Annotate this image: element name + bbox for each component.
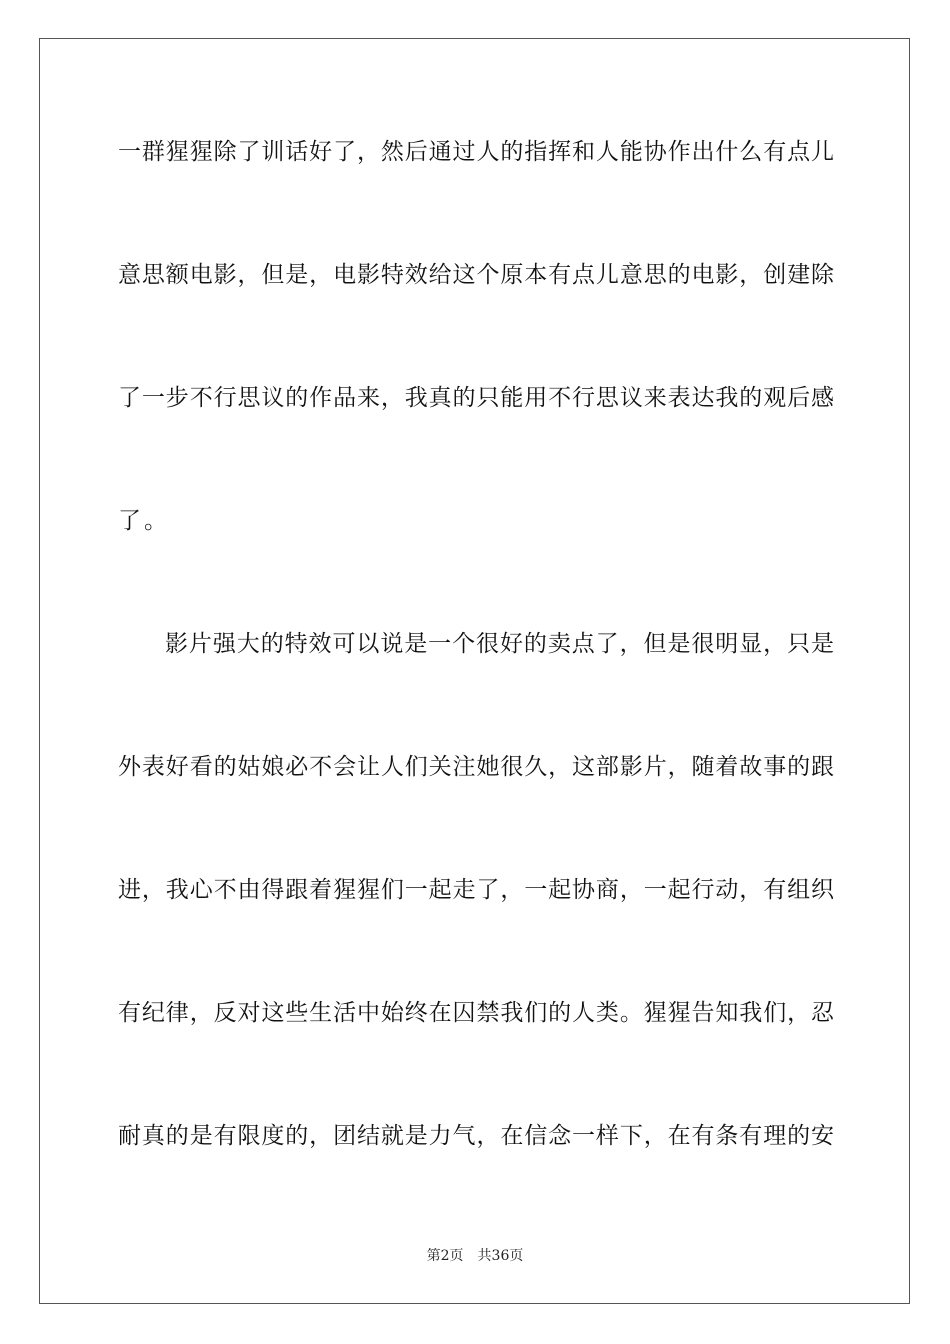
paragraph-line: 意思额电影，但是，电影特效给这个原本有点儿意思的电影，创建除 — [118, 262, 834, 288]
page-number: 第2页 — [426, 1248, 464, 1264]
paragraph-line: 了。 — [118, 508, 170, 534]
page-total: 共36页 — [477, 1248, 524, 1264]
paragraph-line: 外表好看的姑娘必不会让人们关注她很久，这部影片，随着故事的跟 — [118, 754, 834, 780]
paragraph-line: 了一步不行思议的作品来，我真的只能用不行思议来表达我的观后感 — [118, 385, 834, 411]
page-footer — [0, 1247, 950, 1265]
paragraph-line: 进，我心不由得跟着猩猩们一起走了，一起协商，一起行动，有组织 — [118, 877, 834, 903]
page-border — [39, 38, 910, 1304]
paragraph-line: 一群猩猩除了训话好了，然后通过人的指挥和人能协作出什么有点儿 — [118, 139, 834, 165]
paragraph-line: 有纪律，反对这些生活中始终在囚禁我们的人类。猩猩告知我们，忍 — [118, 1000, 834, 1026]
paragraph-line: 耐真的是有限度的，团结就是力气，在信念一样下，在有条有理的安 — [118, 1123, 834, 1149]
paragraph-line: 影片强大的特效可以说是一个很好的卖点了，但是很明显，只是 — [165, 631, 834, 657]
